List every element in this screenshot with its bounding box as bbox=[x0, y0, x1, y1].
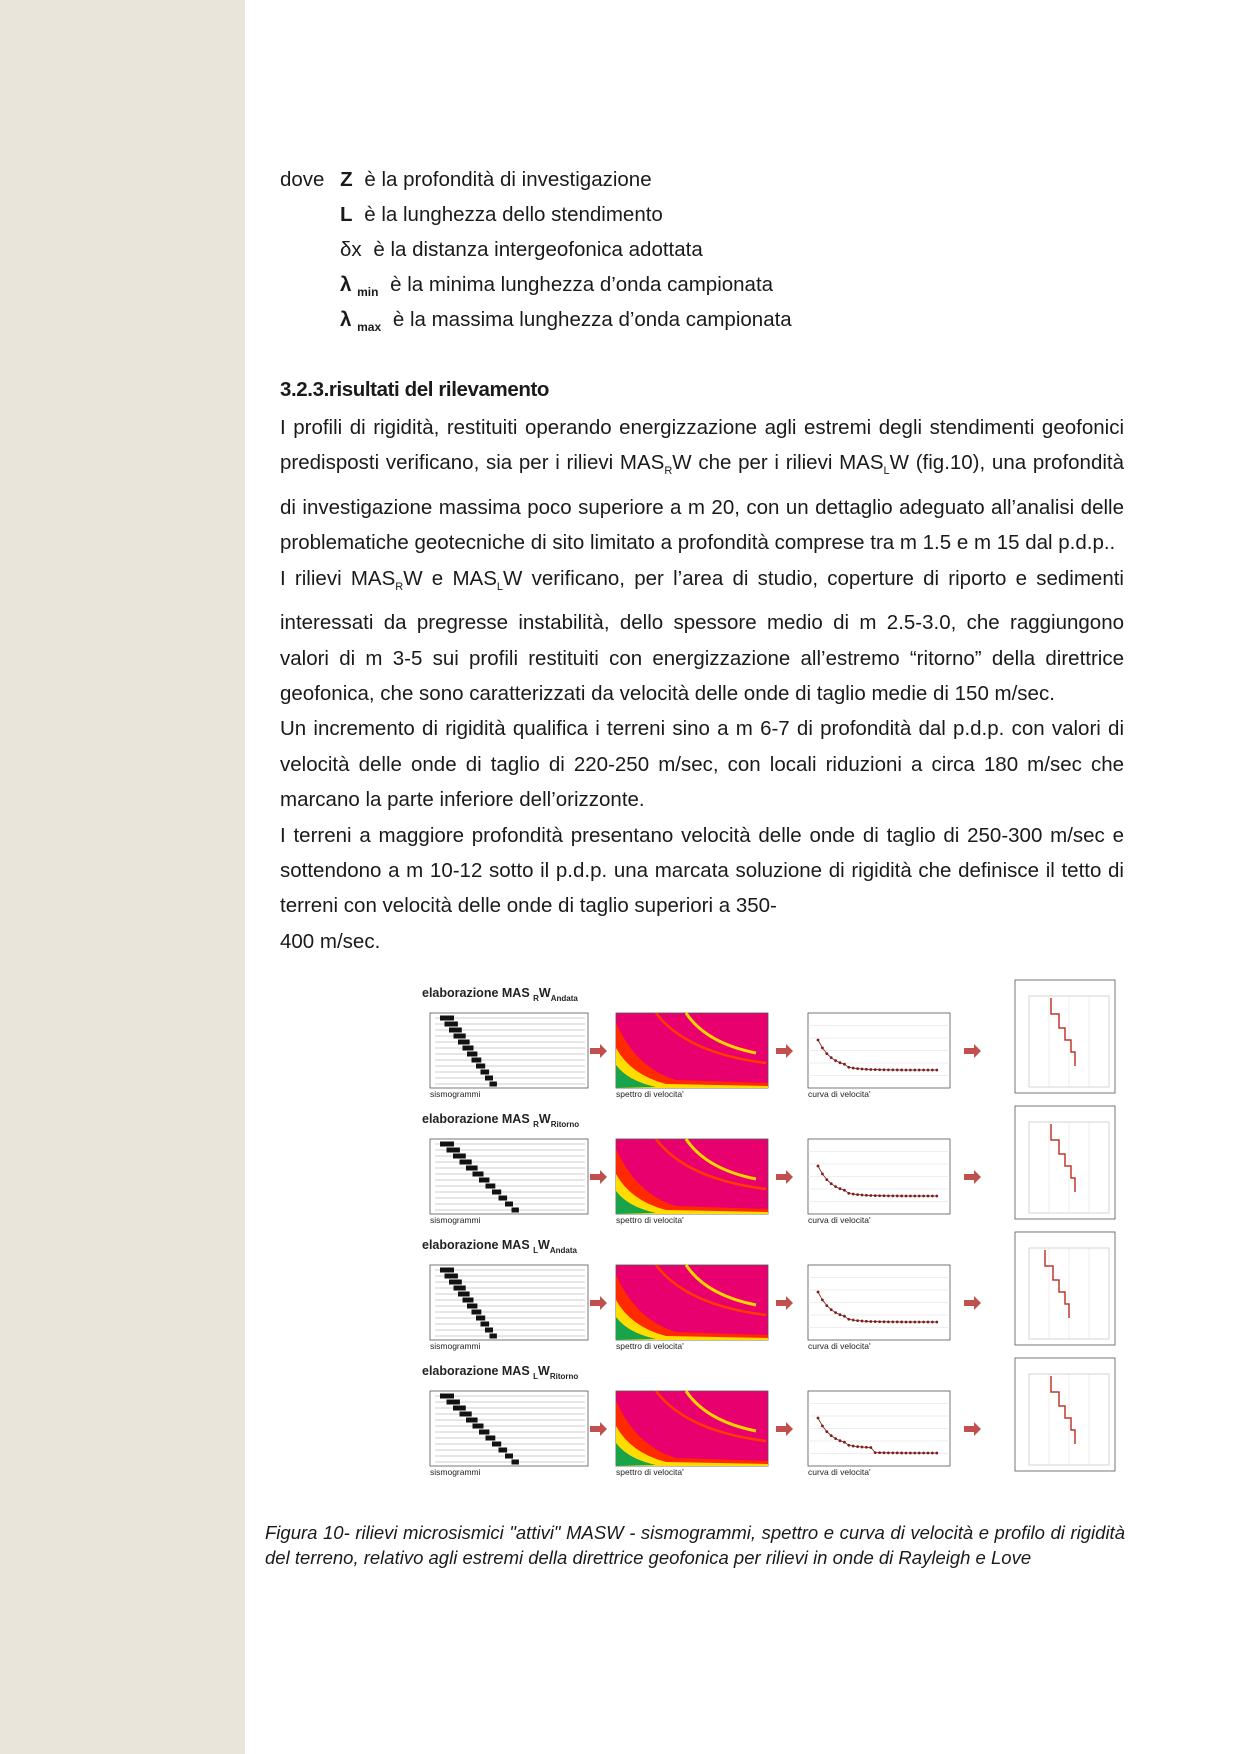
arrow-icon bbox=[964, 1422, 981, 1436]
page-margin-band bbox=[0, 0, 245, 1754]
seismogram-wavelet bbox=[467, 1304, 477, 1309]
seismogram-wavelet bbox=[449, 1028, 462, 1033]
definition-text: è la profondità di investigazione bbox=[364, 168, 652, 191]
symbol-z: Z bbox=[340, 168, 353, 191]
seismogram-wavelet bbox=[466, 1166, 478, 1171]
seismogram-wavelet bbox=[454, 1286, 466, 1291]
seismogram-wavelet bbox=[460, 1160, 472, 1165]
seismogram-wavelet bbox=[499, 1196, 508, 1201]
seismogram-wavelet bbox=[512, 1460, 519, 1465]
spectrum-label: spettro di velocita' bbox=[616, 1089, 684, 1099]
definition-text: è la massima lunghezza d’onda campionata bbox=[392, 308, 792, 331]
seismogram-wavelet bbox=[453, 1154, 466, 1159]
seismogram-wavelet bbox=[453, 1406, 466, 1411]
arrow-icon bbox=[964, 1170, 981, 1184]
arrow-icon bbox=[590, 1044, 607, 1058]
seismogram-wavelet bbox=[486, 1184, 496, 1189]
seismogram-wavelet bbox=[481, 1070, 490, 1075]
paragraph-2: I rilievi $MAS_RW$ e $MAS_LW$ verificano, per l’area di studio, coperture di riporto e sedimenti interessati da pregresse instabilità, dello spessore medio di m 2.5-3.0, che raggiungono valori di m 3-5 sui profili restituiti con energizzazione all’estremo “ritorno” della direttrice geofonica, che sono caratterizzati da velocità delle onde di taglio medie di 150 m/sec. bbox=[280, 566, 1124, 706]
paragraph-4-end: 400 m/sec. bbox=[280, 929, 381, 953]
arrow-icon bbox=[964, 1044, 981, 1058]
definition-text: è la distanza intergeofonica adottata bbox=[373, 238, 703, 261]
seismogram-wavelet bbox=[485, 1328, 493, 1333]
seismogram-wavelet bbox=[473, 1172, 484, 1177]
curve-label: curva di velocita' bbox=[808, 1215, 871, 1225]
seismogram-wavelet bbox=[490, 1082, 497, 1087]
symbol-dx: δx bbox=[340, 238, 362, 261]
figure-caption bbox=[265, 1520, 1125, 1570]
seismogram-wavelet bbox=[447, 1148, 460, 1153]
definition-prefix: dove bbox=[280, 168, 325, 191]
seismogram-wavelet bbox=[505, 1454, 513, 1459]
seismogram-wavelet bbox=[454, 1034, 466, 1039]
curve-label: curva di velocita' bbox=[808, 1341, 871, 1351]
seismogram-label: sismogrammi bbox=[430, 1215, 481, 1225]
seismogram-wavelet bbox=[473, 1424, 484, 1429]
definition-dx bbox=[280, 232, 792, 267]
definition-text: è la lunghezza dello stendimento bbox=[364, 203, 663, 226]
panel-title: elaborazione MAS $_RW_{Ritorno}$ bbox=[422, 1112, 580, 1129]
curve-label: curva di velocita' bbox=[808, 1089, 871, 1099]
seismogram-wavelet bbox=[463, 1046, 474, 1051]
seismogram-wavelet bbox=[479, 1430, 489, 1435]
seismogram-wavelet bbox=[472, 1058, 482, 1063]
seismogram-label: sismogrammi bbox=[430, 1089, 481, 1099]
definition-lambda-min bbox=[280, 267, 792, 302]
seismogram-wavelet bbox=[499, 1448, 508, 1453]
masw-figure bbox=[420, 975, 1125, 1480]
seismogram-wavelet bbox=[445, 1022, 458, 1027]
seismogram-wavelet bbox=[463, 1298, 474, 1303]
section-heading: 3.2.3.risultati del rilevamento bbox=[280, 378, 550, 401]
arrow-icon bbox=[590, 1296, 607, 1310]
panel-title: elaborazione MAS $_LW_{Ritorno}$ bbox=[422, 1364, 579, 1381]
symbol-lambda-min: λ $_{min}$ bbox=[340, 273, 379, 300]
seismogram-wavelet bbox=[505, 1202, 513, 1207]
seismogram-wavelet bbox=[476, 1316, 485, 1321]
paragraph-3: Un incremento di rigidità qualifica i terreni sino a m 6-7 di profondità dal p.d.p. con valori di velocità delle onde di taglio di 220-250 m/sec, con locali riduzioni a circa 180 m/sec che marcano la parte inferiore dell’orizzonte. bbox=[280, 717, 1124, 812]
seismogram-wavelet bbox=[467, 1052, 477, 1057]
paragraph-1: I profili di rigidità, restituiti operando energizzazione agli estremi degli stendimenti geofonici predisposti verificano, sia per i rilievi $MAS_RW$ che per i rilievi $MAS_LW$ (fig.10), una profondità di investigazione massima poco superiore a m 20, con un dettaglio adeguato all’analisi delle problematiche geotecniche di sito limitato a profondità comprese tra m 1.5 e m 15 dal p.d.p.. bbox=[280, 416, 1125, 555]
seismogram-wavelet bbox=[440, 1016, 454, 1021]
definitions-list bbox=[280, 162, 792, 337]
seismogram-label: sismogrammi bbox=[430, 1341, 481, 1351]
arrow-icon bbox=[590, 1170, 607, 1184]
seismogram-wavelet bbox=[512, 1208, 519, 1213]
definition-l bbox=[280, 197, 792, 232]
seismogram-wavelet bbox=[492, 1442, 501, 1447]
arrow-icon bbox=[776, 1170, 793, 1184]
seismogram-wavelet bbox=[440, 1394, 454, 1399]
arrow-icon bbox=[776, 1296, 793, 1310]
arrow-icon bbox=[776, 1422, 793, 1436]
seismogram-wavelet bbox=[492, 1190, 501, 1195]
paragraph-4: I terreni a maggiore profondità presentano velocità delle onde di taglio di 250-300 m/sec e sottendono a m 10-12 sotto il p.d.p. una marcata soluzione di rigidità che definisce il tetto di terreni con velocità delle onde di taglio superiori a 350- bbox=[280, 823, 1124, 918]
seismogram-wavelet bbox=[486, 1436, 496, 1441]
arrow-icon bbox=[590, 1422, 607, 1436]
symbol-l: L bbox=[340, 203, 353, 226]
seismogram-wavelet bbox=[479, 1178, 489, 1183]
curve-label: curva di velocita' bbox=[808, 1467, 871, 1477]
seismogram-wavelet bbox=[458, 1292, 470, 1297]
seismogram-wavelet bbox=[485, 1076, 493, 1081]
seismogram-label: sismogrammi bbox=[430, 1467, 481, 1477]
seismogram-wavelet bbox=[476, 1064, 485, 1069]
seismogram-wavelet bbox=[472, 1310, 482, 1315]
seismogram-wavelet bbox=[460, 1412, 472, 1417]
seismogram-wavelet bbox=[490, 1334, 497, 1339]
symbol-lambda-max: λ $_{max}$ bbox=[340, 308, 382, 335]
panel-title: elaborazione MAS $_RW_{Andata}$ bbox=[422, 986, 578, 1003]
arrow-icon bbox=[776, 1044, 793, 1058]
seismogram-wavelet bbox=[445, 1274, 458, 1279]
spectrum-label: spettro di velocita' bbox=[616, 1467, 684, 1477]
definition-lambda-max bbox=[280, 302, 792, 337]
panel-title: elaborazione MAS $_LW_{Andata}$ bbox=[422, 1238, 577, 1255]
seismogram-wavelet bbox=[458, 1040, 470, 1045]
caption-text: Figura 10- rilievi microsismici "attivi" MASW - sismogrammi, spettro e curva di velocità e profilo di rigidità del terreno, relativo agli estremi della direttrice geofonica per rilievi in onde di Rayleigh e Love bbox=[265, 1522, 1125, 1568]
seismogram-wavelet bbox=[440, 1142, 454, 1147]
definition-text: è la minima lunghezza d’onda campionata bbox=[390, 273, 774, 296]
seismogram-wavelet bbox=[481, 1322, 490, 1327]
body-paragraphs bbox=[280, 410, 1124, 959]
figure-10 bbox=[420, 975, 1125, 1480]
seismogram-wavelet bbox=[440, 1268, 454, 1273]
seismogram-wavelet bbox=[447, 1400, 460, 1405]
seismogram-wavelet bbox=[449, 1280, 462, 1285]
seismogram-wavelet bbox=[466, 1418, 478, 1423]
spectrum-label: spettro di velocita' bbox=[616, 1215, 684, 1225]
arrow-icon bbox=[964, 1296, 981, 1310]
definition-z bbox=[280, 162, 792, 197]
spectrum-label: spettro di velocita' bbox=[616, 1341, 684, 1351]
